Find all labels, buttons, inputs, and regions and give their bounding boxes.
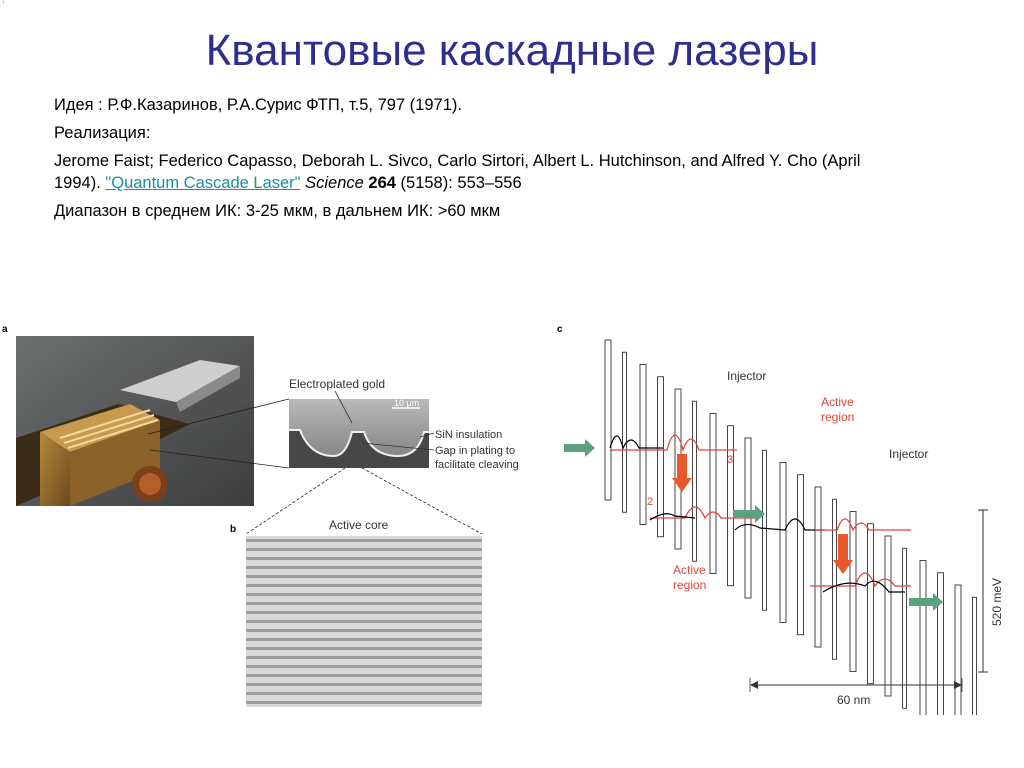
- length-dimension: [750, 678, 962, 707]
- barrier-layer: [763, 450, 767, 610]
- active-core-image: [246, 536, 482, 707]
- barrier-layer: [710, 414, 716, 574]
- barrier-layer: [973, 597, 977, 715]
- active-region-top-line2: region: [821, 410, 855, 424]
- barrier-layer: [623, 352, 627, 512]
- reference-journal: Science: [305, 174, 364, 192]
- barrier-layer: [780, 463, 786, 623]
- device-photo: [16, 336, 254, 506]
- green-arrow-middle: [733, 505, 765, 523]
- barrier-layer: [605, 340, 611, 500]
- injector-label-top: Injector: [727, 369, 767, 383]
- barrier-layer: [885, 536, 891, 696]
- gap-label-line2: facilitate cleaving: [435, 459, 519, 471]
- sin-insulation-label: SiN insulation: [435, 429, 503, 441]
- reference-volume: 264: [368, 174, 396, 192]
- idea-line: Идея : Р.Ф.Казаринов, Р.А.Сурис ФТП, т.5, 797 (1971).: [54, 96, 462, 114]
- gap-label-line1: Gap in plating to: [435, 445, 516, 457]
- figure-ab: [0, 320, 545, 720]
- barrier-layer: [658, 377, 664, 537]
- barrier-layer: [833, 499, 837, 659]
- energy-dimension: [978, 510, 1004, 672]
- barrier-layer: [938, 573, 944, 715]
- figure-a-label: a: [2, 324, 8, 335]
- barrier-layer: [955, 585, 961, 715]
- level-3-label: 3: [727, 454, 734, 466]
- injector-label-right: Injector: [889, 447, 929, 461]
- band-diagram: [555, 320, 1015, 715]
- sem-cross-section: [289, 398, 429, 468]
- slide-body: [54, 94, 874, 228]
- barrier-layer: [640, 365, 646, 525]
- reference-line: [54, 150, 874, 194]
- barrier-layer: [815, 487, 821, 647]
- active-region-bottom-line1: Active: [673, 563, 706, 577]
- reference-pages: (5158): 553–556: [395, 174, 522, 192]
- barrier-layer: [920, 561, 926, 716]
- green-arrow-in: [564, 439, 595, 457]
- barrier-layer: [693, 401, 697, 561]
- barrier-layers: [605, 340, 977, 715]
- barrier-layer: [798, 475, 804, 635]
- barrier-layer: [868, 524, 874, 684]
- active-region-top-line1: Active: [821, 395, 854, 409]
- length-label: 60 nm: [837, 693, 871, 707]
- electroplated-gold-label: Electroplated gold: [289, 377, 386, 391]
- corner-mark: T: [2, 0, 5, 5]
- range-line: Диапазон в среднем ИК: 3-25 мкм, в дальнем ИК: >60 мкм: [54, 202, 501, 220]
- level-2-label: 2: [647, 496, 654, 508]
- figure-b-label: b: [230, 524, 237, 535]
- barrier-layer: [850, 512, 856, 672]
- reference-authors: Jerome Faist; Federico Capasso, Deborah L. Sivco, Carlo Sirtori, Albert L. Hutchinson, and Alfred Y. Cho (April 1994).: [54, 152, 861, 192]
- scale-bar-label: 10 μm: [394, 398, 420, 408]
- slide-title: Квантовые каскадные лазеры: [205, 26, 819, 75]
- reference-link[interactable]: "Quantum Cascade Laser": [105, 174, 301, 192]
- active-core-label: Active core: [329, 518, 389, 532]
- realization-line: Реализация:: [54, 124, 151, 142]
- barrier-layer: [903, 548, 907, 708]
- energy-label: 520 meV: [990, 577, 1004, 626]
- figure-c-label: c: [557, 324, 563, 335]
- active-region-bottom-line2: region: [673, 578, 707, 592]
